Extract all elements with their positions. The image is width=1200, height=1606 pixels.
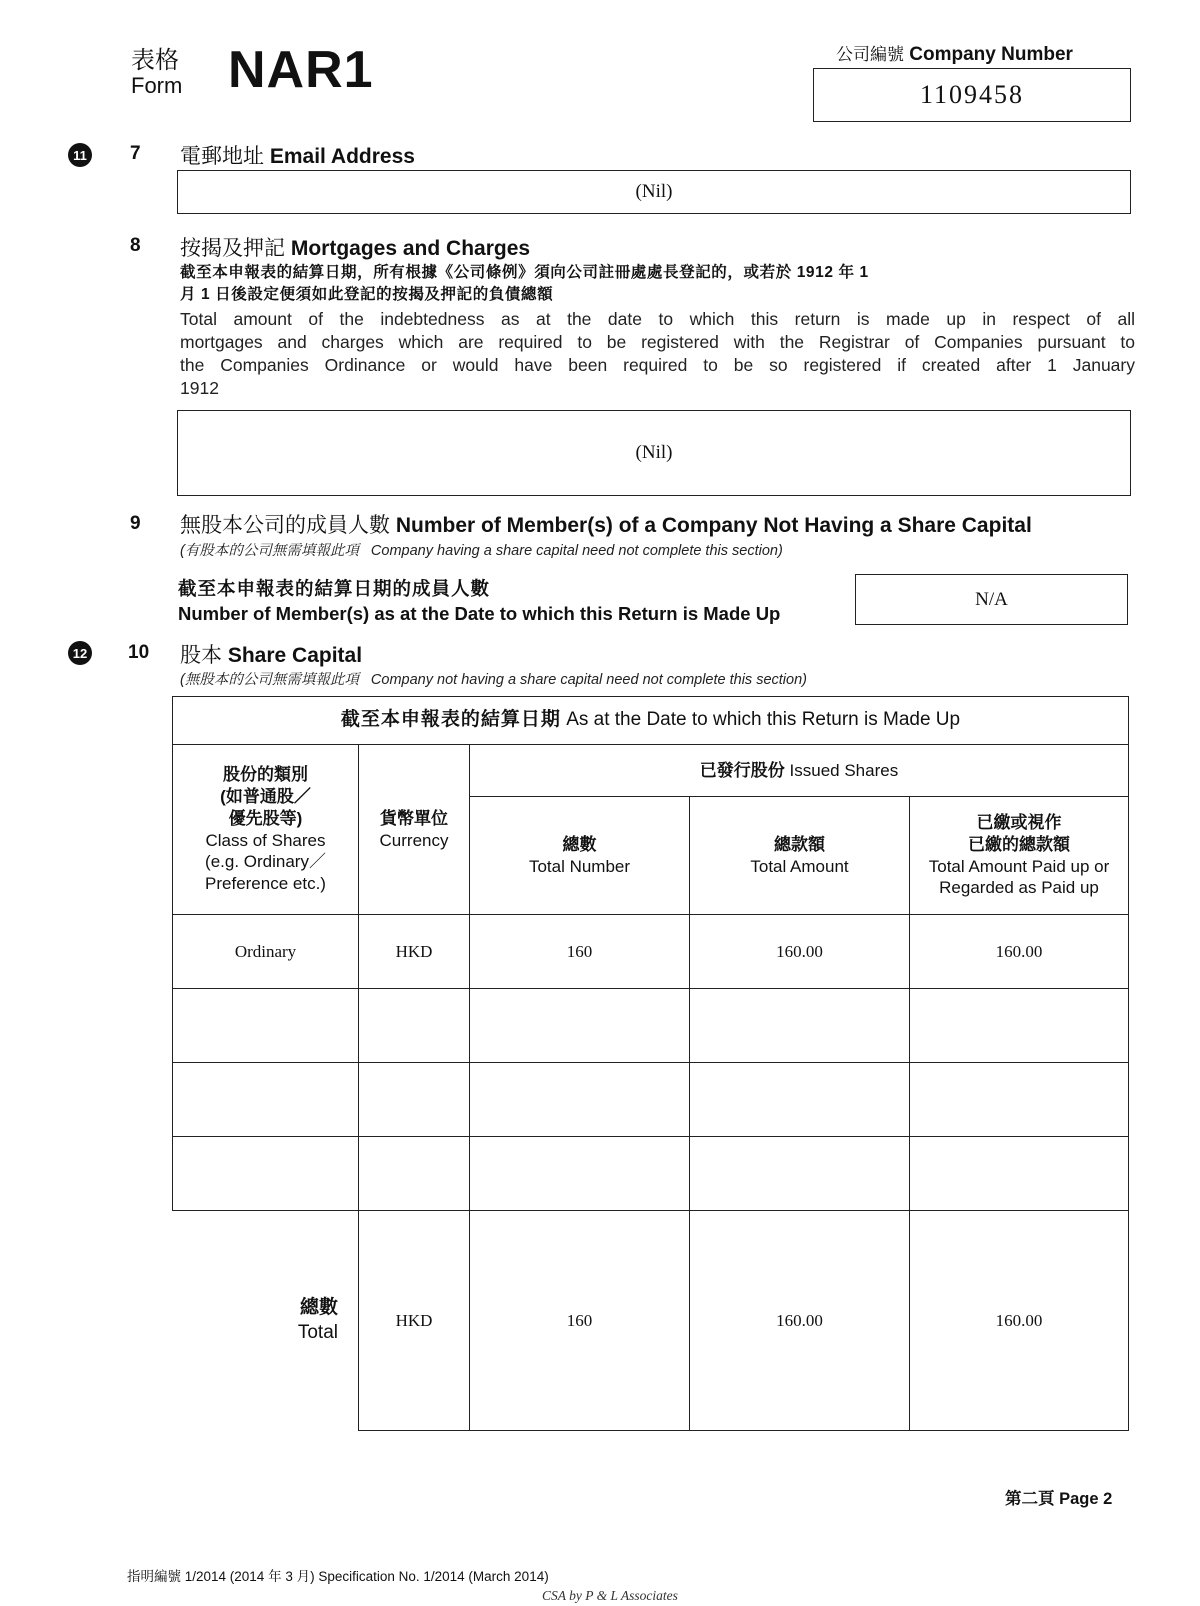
section10-title <box>180 639 362 669</box>
cell-total-number <box>470 1137 690 1211</box>
section7-number: 7 <box>130 143 141 164</box>
section9-label-zh: 截至本申報表的結算日期的成員人數 <box>178 578 491 599</box>
col-header-class: 股份的類別 (如普通股／ 優先股等) Class of Shares (e.g. Ordinary／ Preference etc.) <box>173 745 359 915</box>
cell-paid-up: 160.00 <box>910 915 1129 989</box>
section8-desc-en: Total amount of the indebtedness as at the date to which this return is made up in respect of all mortgages and charges which are required to be registered with the Registrar of Companies pursuant to the Companies Ordinance or would have been required to be so registered if created after 1 January 1912 <box>180 309 1135 398</box>
section9-number: 9 <box>130 513 141 534</box>
section9-note-zh: (有股本的公司無需填報此項 <box>180 543 359 559</box>
members-value: N/A <box>975 588 1008 610</box>
cell-total-number <box>470 989 690 1063</box>
table-header-row-1 <box>173 745 1129 797</box>
company-number-label-zh: 公司編號 <box>836 45 904 64</box>
total-label: 總數 Total <box>173 1211 359 1431</box>
cell-class: Ordinary <box>173 915 359 989</box>
table-caption: 截至本申報表的結算日期 As at the Date to which this Return is Made Up <box>173 697 1129 745</box>
email-field <box>177 170 1131 214</box>
section10-number: 10 <box>128 642 150 663</box>
table-row <box>173 1137 1129 1211</box>
total-paid-up: 160.00 <box>910 1211 1129 1431</box>
cell-total-amount <box>690 1137 910 1211</box>
mortgages-field <box>177 410 1131 496</box>
credit-line: CSA by P & L Associates <box>542 1588 678 1603</box>
table-caption-row <box>173 697 1129 745</box>
cell-total-number: 160 <box>470 915 690 989</box>
section9-title <box>180 509 1032 539</box>
table-row <box>173 989 1129 1063</box>
cell-total-amount <box>690 1063 910 1137</box>
cell-paid-up <box>910 1063 1129 1137</box>
section10-title-zh: 股本 <box>180 644 222 667</box>
specification-number: 指明編號 1/2014 (2014 年 3 月) Specification No. 1/2014 (March 2014) <box>127 1569 549 1584</box>
section10-note-en: Company not having a share capital need not complete this section) <box>370 672 807 688</box>
marker-11-icon: 11 <box>68 143 92 167</box>
section9-note-en: Company having a share capital need not complete this section) <box>370 543 783 559</box>
section7-title-zh: 電郵地址 <box>180 145 264 168</box>
members-field <box>855 574 1128 625</box>
section10-title-en: Share Capital <box>227 644 363 667</box>
table-row <box>173 915 1129 989</box>
email-value: (Nil) <box>635 181 673 202</box>
cell-paid-up <box>910 1137 1129 1211</box>
total-currency: HKD <box>359 1211 470 1431</box>
form-label-en: Form <box>131 73 183 98</box>
col-header-issued-shares: 已發行股份 Issued Shares <box>470 745 1129 797</box>
section7-title <box>180 140 415 170</box>
form-code: NAR1 <box>228 41 374 99</box>
cell-class <box>173 1137 359 1211</box>
cell-currency: HKD <box>359 915 470 989</box>
cell-class <box>173 1063 359 1137</box>
total-number: 160 <box>470 1211 690 1431</box>
cell-total-amount: 160.00 <box>690 915 910 989</box>
cell-paid-up <box>910 989 1129 1063</box>
cell-total-number <box>470 1063 690 1137</box>
mortgages-value: (Nil) <box>635 442 673 463</box>
company-number-value: 1109458 <box>919 80 1025 109</box>
section8-title <box>180 232 530 262</box>
section9-title-zh: 無股本公司的成員人數 <box>180 514 390 537</box>
section10-note <box>180 668 807 689</box>
section9-title-en: Number of Member(s) of a Company Not Having a Share Capital <box>395 514 1032 537</box>
col-header-paid-up: 已繳或視作 已繳的總款額 Total Amount Paid up or Regarded as Paid up <box>910 797 1129 915</box>
section8-title-en: Mortgages and Charges <box>290 237 531 260</box>
company-number-label-en: Company Number <box>909 44 1073 65</box>
section7-title-en: Email Address <box>269 145 415 168</box>
marker-12-icon: 12 <box>68 641 92 665</box>
section8-desc-zh: 截至本申報表的結算日期，所有根據《公司條例》須向公司註冊處處長登記的，或若於 1912 年 1 月 1 日後設定便須如此登記的按揭及押記的負債總額 <box>180 264 869 303</box>
section9-label-en: Number of Member(s) as at the Date to which this Return is Made Up <box>178 603 781 624</box>
section8-number: 8 <box>130 235 141 256</box>
total-amount: 160.00 <box>690 1211 910 1431</box>
section8-title-zh: 按揭及押記 <box>180 237 285 260</box>
col-header-total-amount: 總款額 Total Amount <box>690 797 910 915</box>
cell-currency <box>359 989 470 1063</box>
page-number: 第二頁 Page 2 <box>1005 1490 1113 1508</box>
section9-note <box>180 539 783 560</box>
section9-label <box>178 576 780 626</box>
cell-total-amount <box>690 989 910 1063</box>
company-number-field <box>813 68 1131 122</box>
company-number-label <box>836 40 1073 66</box>
cell-currency <box>359 1137 470 1211</box>
col-header-currency: 貨幣單位 Currency <box>359 745 470 915</box>
form-label-zh: 表格 <box>131 47 179 74</box>
table-total-row <box>173 1211 1129 1431</box>
cell-class <box>173 989 359 1063</box>
cell-currency <box>359 1063 470 1137</box>
table-row <box>173 1063 1129 1137</box>
share-capital-table <box>172 696 1129 1431</box>
section10-note-zh: (無股本的公司無需填報此項 <box>180 672 359 688</box>
col-header-total-number: 總數 Total Number <box>470 797 690 915</box>
